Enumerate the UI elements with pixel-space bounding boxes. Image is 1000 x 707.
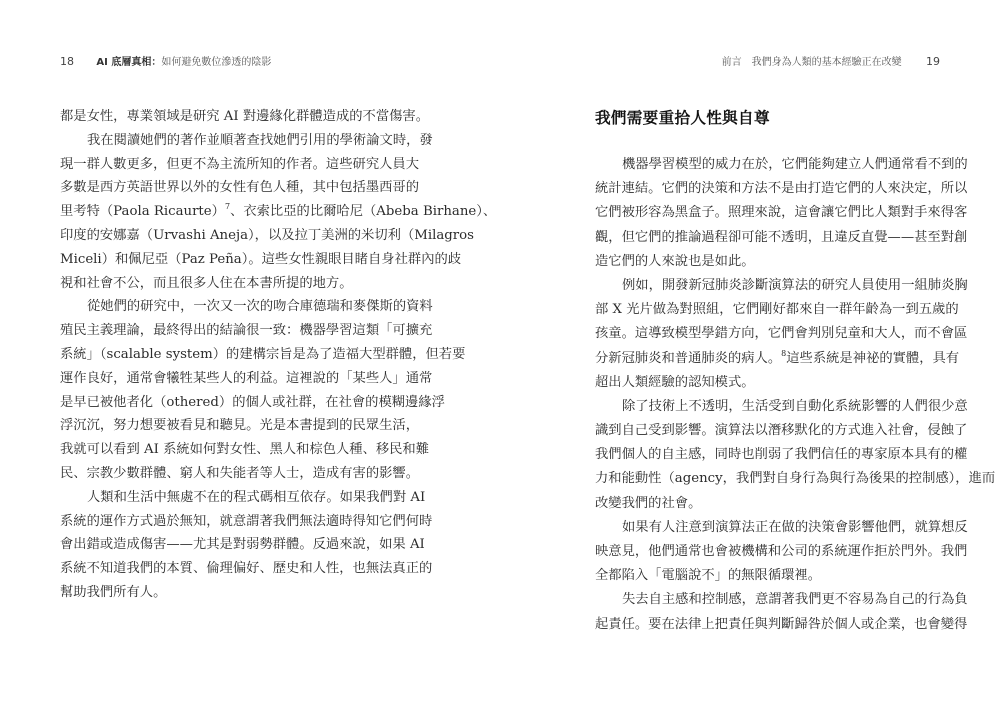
text-line bbox=[595, 347, 960, 371]
text-line bbox=[60, 343, 466, 367]
text-line-content: 印度的安娜嘉（Urvashi Aneja），以及拉丁美洲的米切利（Milagros bbox=[60, 227, 474, 243]
text-line-content: 力和能動性（agency，我們對自身行為與行為後果的控制感），進而 bbox=[595, 471, 996, 487]
text-line bbox=[595, 467, 996, 491]
text-line-content: 從她們的研究中，一次又一次的吻合庫德瑞和麥傑斯的資料 bbox=[87, 299, 433, 315]
text-line-content: 殖民主義理論，最終得出的結論很一致：機器學習這類「可擴充 bbox=[60, 323, 433, 339]
text-line bbox=[60, 438, 430, 462]
text-line-content: 統計連結。它們的決策和方法不是由打造它們的人來決定，所以 bbox=[595, 181, 968, 197]
text-line-content: 失去自主感和控制感，意謂著我們更不容易為自己的行為負 bbox=[622, 592, 968, 608]
text-line bbox=[60, 533, 425, 557]
text-line bbox=[595, 201, 968, 225]
text-line-content: 起責任。要在法律上把責任與判斷歸咎於個人或企業，也會變得 bbox=[595, 616, 968, 632]
text-line-content: 系統不知道我們的本質、倫理偏好、歷史和人性，也無法真正的 bbox=[60, 561, 433, 577]
text-line bbox=[60, 295, 433, 319]
text-line-content: 部 X 光片做為對照組，它們剛好都來自一群年齡為一到五歲的 bbox=[595, 302, 959, 318]
text-line-content: 造它們的人來說也是如此。 bbox=[595, 253, 755, 269]
text-line-content: 孩童。這導致模型學錯方向，它們會判別兒童和大人，而不會區 bbox=[595, 326, 968, 342]
text-line bbox=[595, 588, 968, 612]
text-line bbox=[60, 105, 430, 129]
text-line bbox=[595, 177, 968, 201]
text-line bbox=[60, 581, 407, 605]
text-line-content: 分新冠肺炎和普通肺炎的病人。 bbox=[595, 350, 782, 366]
text-line-content: 除了技術上不透明，生活受到自動化系統影響的人們很少意 bbox=[622, 398, 968, 414]
text-line-content: 我在閱讀她們的著作並順著查找她們引用的學術論文時，發 bbox=[87, 132, 433, 148]
text-line bbox=[60, 224, 474, 248]
text-line-content: 改變我們的社會。 bbox=[595, 495, 702, 511]
text-line bbox=[595, 153, 968, 177]
text-line bbox=[595, 443, 968, 467]
text-line bbox=[60, 319, 433, 343]
book-title: AI 底層真相： bbox=[96, 57, 162, 68]
text-line-content: Miceli）和佩尼亞（Paz Peña）。這些女性親眼目睹自身社群內的歧 bbox=[60, 251, 462, 267]
text-line bbox=[60, 367, 433, 391]
text-line-content: 它們被形容為黑盒子。照理來說，這會讓它們比人類對手來得客 bbox=[595, 205, 968, 221]
text-line-continuation: 、衣索比亞的比爾哈尼（Abeba Birhane）、 bbox=[230, 204, 497, 220]
text-line-content: 系統」（scalable system）的建構宗旨是為了造福大型群體，但若要 bbox=[60, 346, 466, 362]
text-line bbox=[595, 492, 942, 516]
text-line bbox=[595, 419, 968, 443]
text-line-content: 多數是西方英語世界以外的女性有色人種，其中包括墨西哥的 bbox=[60, 180, 420, 196]
text-line bbox=[595, 322, 968, 346]
text-line bbox=[595, 613, 968, 637]
text-line bbox=[60, 486, 426, 510]
text-line-content: 民、宗教少數群體、窮人和失能者等人士，造成有害的影響。 bbox=[60, 465, 420, 481]
text-line bbox=[60, 176, 420, 200]
text-line-continuation: 這些系統是神祕的實體，具有 bbox=[786, 350, 960, 366]
text-line bbox=[595, 371, 942, 395]
footnote-marker[interactable]: 7 bbox=[224, 202, 231, 212]
text-line-content: 映意見，他們通常也會被機構和公司的系統運作拒於門外。我們 bbox=[595, 544, 968, 559]
chapter-title: 前言 我們身為人類的基本經驗正在改變 bbox=[721, 57, 902, 68]
text-line-content: 人類和生活中無處不在的程式碼相互依存。如果我們對 AI bbox=[87, 489, 426, 505]
text-line bbox=[60, 248, 462, 272]
right-running-header bbox=[722, 53, 940, 68]
text-line-content: 機器學習模型的威力在於，它們能夠建立人們通常看不到的 bbox=[622, 157, 968, 172]
text-line-content: 浮沉沉，努力想要被看見和聽見。光是本書提到的民眾生活， bbox=[60, 418, 420, 434]
text-line bbox=[595, 250, 942, 274]
text-line-content: 會出錯或造成傷害——尤其是對弱勢群體。反過來說，如果 AI bbox=[60, 537, 425, 553]
text-line-content: 里考特（Paola Ricaurte） bbox=[60, 204, 225, 220]
right-page-number: 19 bbox=[926, 55, 940, 68]
text-line bbox=[60, 510, 433, 534]
text-line bbox=[60, 129, 433, 153]
text-line bbox=[60, 153, 420, 177]
left-page-number: 18 bbox=[60, 55, 74, 68]
text-line bbox=[595, 564, 942, 588]
text-line bbox=[595, 395, 968, 419]
text-line bbox=[595, 540, 968, 564]
text-line bbox=[60, 391, 445, 415]
text-line-content: 是早已被他者化（othered）的個人或社群，在社會的模糊邊緣浮 bbox=[60, 394, 445, 410]
text-line-content: 視和社會不公，而且很多人住在本書所提的地方。 bbox=[60, 275, 353, 291]
text-line-content: 都是女性，專業領域是研究 AI 對邊緣化群體造成的不當傷害。 bbox=[60, 109, 430, 124]
text-line-content: 如果有人注意到演算法正在做的決策會影響他們，就算想反 bbox=[622, 519, 968, 535]
text-line bbox=[60, 414, 420, 438]
text-line bbox=[595, 274, 968, 298]
text-line bbox=[60, 557, 433, 581]
text-line-content: 例如，開發新冠肺炎診斷演算法的研究人員使用一組肺炎胸 bbox=[622, 277, 968, 293]
text-line-content: 運作良好，通常會犧牲某些人的利益。這裡說的「某些人」通常 bbox=[60, 370, 433, 386]
text-line-content: 我就可以看到 AI 系統如何對女性、黑人和棕色人種、移民和難 bbox=[60, 442, 430, 458]
text-line bbox=[595, 226, 968, 250]
text-line bbox=[60, 272, 407, 296]
text-line-content: 全都陷入「電腦說不」的無限循環裡。 bbox=[595, 568, 822, 584]
text-line bbox=[60, 462, 420, 486]
book-subtitle: 如何避免數位滲透的陰影 bbox=[161, 57, 272, 68]
right-page-body bbox=[595, 153, 996, 637]
text-line-content: 超出人類經驗的認知模式。 bbox=[595, 374, 755, 390]
left-running-header bbox=[60, 53, 271, 68]
text-line-content: 系統的運作方式過於無知，就意謂著我們無法適時得知它們何時 bbox=[60, 513, 433, 529]
text-line-content: 現一群人數更多，但更不為主流所知的作者。這些研究人員大 bbox=[60, 156, 420, 172]
text-line-content: 我們個人的自主感，同時也削弱了我們信任的專家原本具有的權 bbox=[595, 447, 968, 463]
text-line-content: 識到自己受到影響。演算法以潛移默化的方式進入社會，侵蝕了 bbox=[595, 423, 968, 439]
section-heading: 我們需要重拾人性與自尊 bbox=[595, 109, 770, 127]
text-line bbox=[595, 516, 968, 540]
text-line bbox=[595, 298, 959, 322]
text-line-content: 幫助我們所有人。 bbox=[60, 584, 167, 600]
text-line-content: 觀，但它們的推論過程卻可能不透明，且違反直覺——甚至對創 bbox=[595, 229, 968, 245]
footnote-marker[interactable]: 8 bbox=[781, 348, 787, 358]
left-page-body bbox=[60, 105, 497, 605]
text-line bbox=[60, 200, 497, 224]
